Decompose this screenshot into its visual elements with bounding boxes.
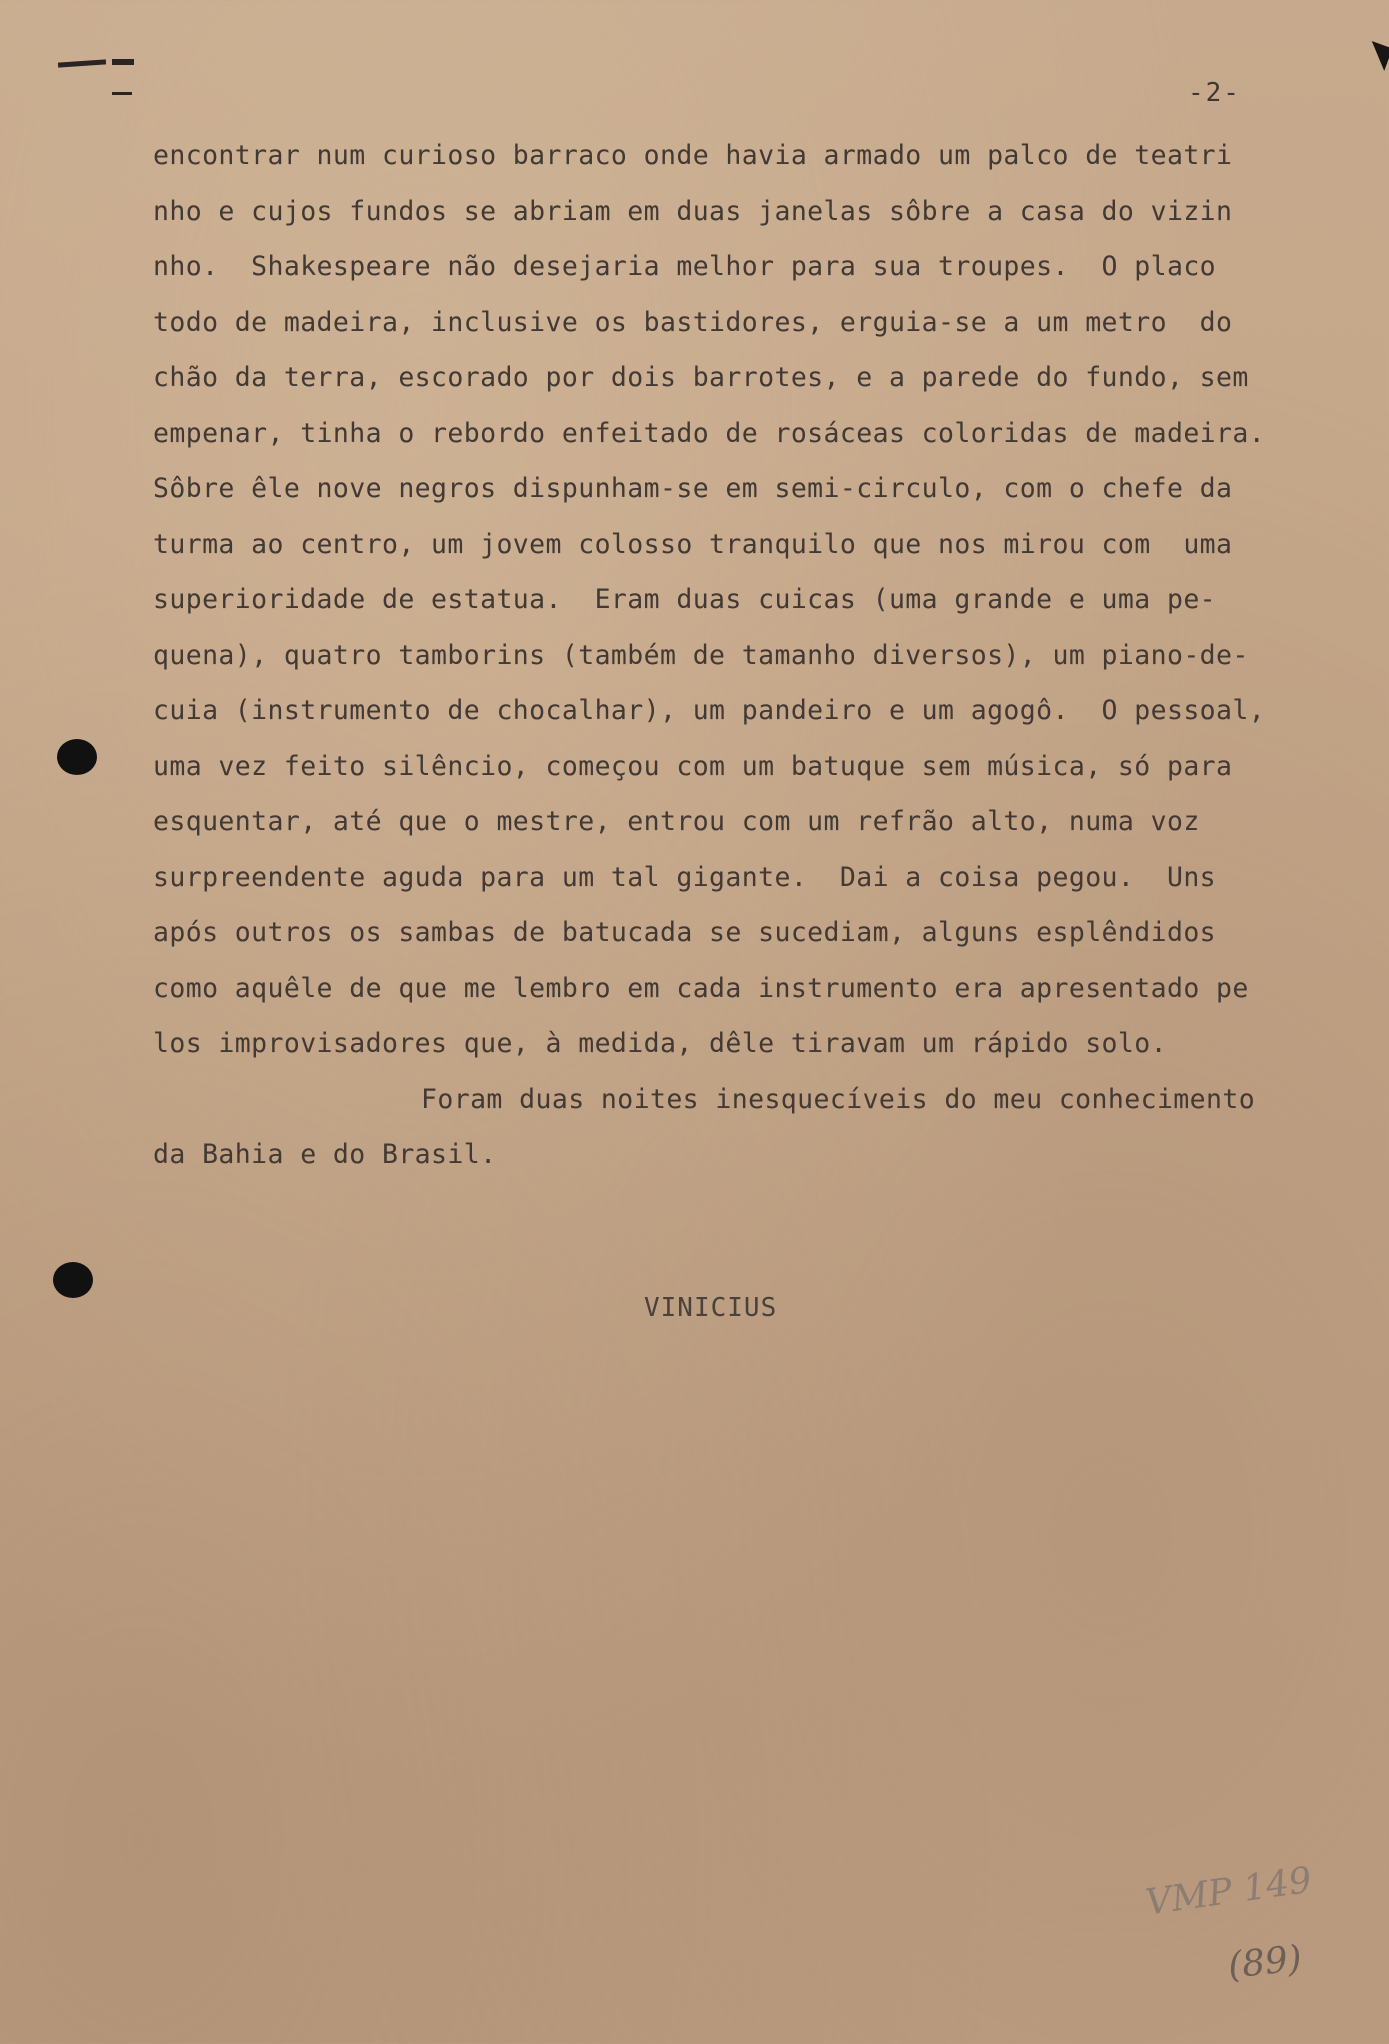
punch-hole	[57, 739, 97, 775]
page-number: -2-	[1188, 78, 1241, 108]
text-line: empenar, tinha o rebordo enfeitado de rosáceas coloridas de madeira.	[153, 417, 1266, 449]
text-line: cuia (instrumento de chocalhar), um pandeiro e um agogô. O pessoal,	[153, 695, 1266, 726]
text-line: nho. Shakespeare não desejaria melhor para sua troupes. O placo	[153, 251, 1217, 282]
closing-line: Foram duas noites inesquecíveis do meu conhecimento	[421, 1083, 1256, 1115]
text-line: todo de madeira, inclusive os bastidores, erguia-se a um metro do	[153, 306, 1233, 338]
edge-mark	[112, 59, 134, 65]
text-line: los improvisadores que, à medida, dêle tiravam um rápido solo.	[153, 1028, 1167, 1059]
punch-hole	[53, 1262, 93, 1298]
corner-tab-mark	[1364, 41, 1389, 71]
archive-number: (89)	[1226, 1938, 1304, 1987]
text-line: superioridade de estatua. Eram duas cuicas (uma grande e uma pe-	[153, 584, 1217, 615]
text-line: uma vez feito silêncio, começou com um batuque sem música, só para	[153, 750, 1233, 782]
signature: VINICIUS	[644, 1293, 778, 1323]
text-line: encontrar num curioso barraco onde havia armado um palco de teatri	[153, 140, 1233, 171]
text-line: turma ao centro, um jovem colosso tranquilo que nos mirou com uma	[153, 528, 1233, 560]
text-line: como aquêle de que me lembro em cada instrumento era apresentado pe	[153, 972, 1249, 1004]
text-line: quena), quatro tamborins (também de tamanho diversos), um piano-de-	[153, 639, 1249, 671]
archive-reference: VMP 149	[1143, 1859, 1315, 1924]
text-line: após outros os sambas de batucada se sucediam, alguns esplêndidos	[153, 917, 1217, 948]
text-line: esquentar, até que o mestre, entrou com um refrão alto, numa voz	[153, 806, 1200, 837]
text-line: nho e cujos fundos se abriam em duas janelas sôbre a casa do vizin	[153, 195, 1233, 227]
text-line: surpreendente aguda para um tal gigante. Dai a coisa pegou. Uns	[153, 861, 1217, 893]
typed-body-text	[153, 128, 1303, 1183]
text-line: Sôbre êle nove negros dispunham-se em semi-circulo, com o chefe da	[153, 473, 1233, 504]
edge-mark	[112, 92, 132, 95]
text-line: chão da terra, escorado por dois barrotes, e a parede do fundo, sem	[153, 362, 1249, 393]
edge-mark	[58, 59, 106, 67]
closing-line: da Bahia e do Brasil.	[153, 1139, 497, 1170]
